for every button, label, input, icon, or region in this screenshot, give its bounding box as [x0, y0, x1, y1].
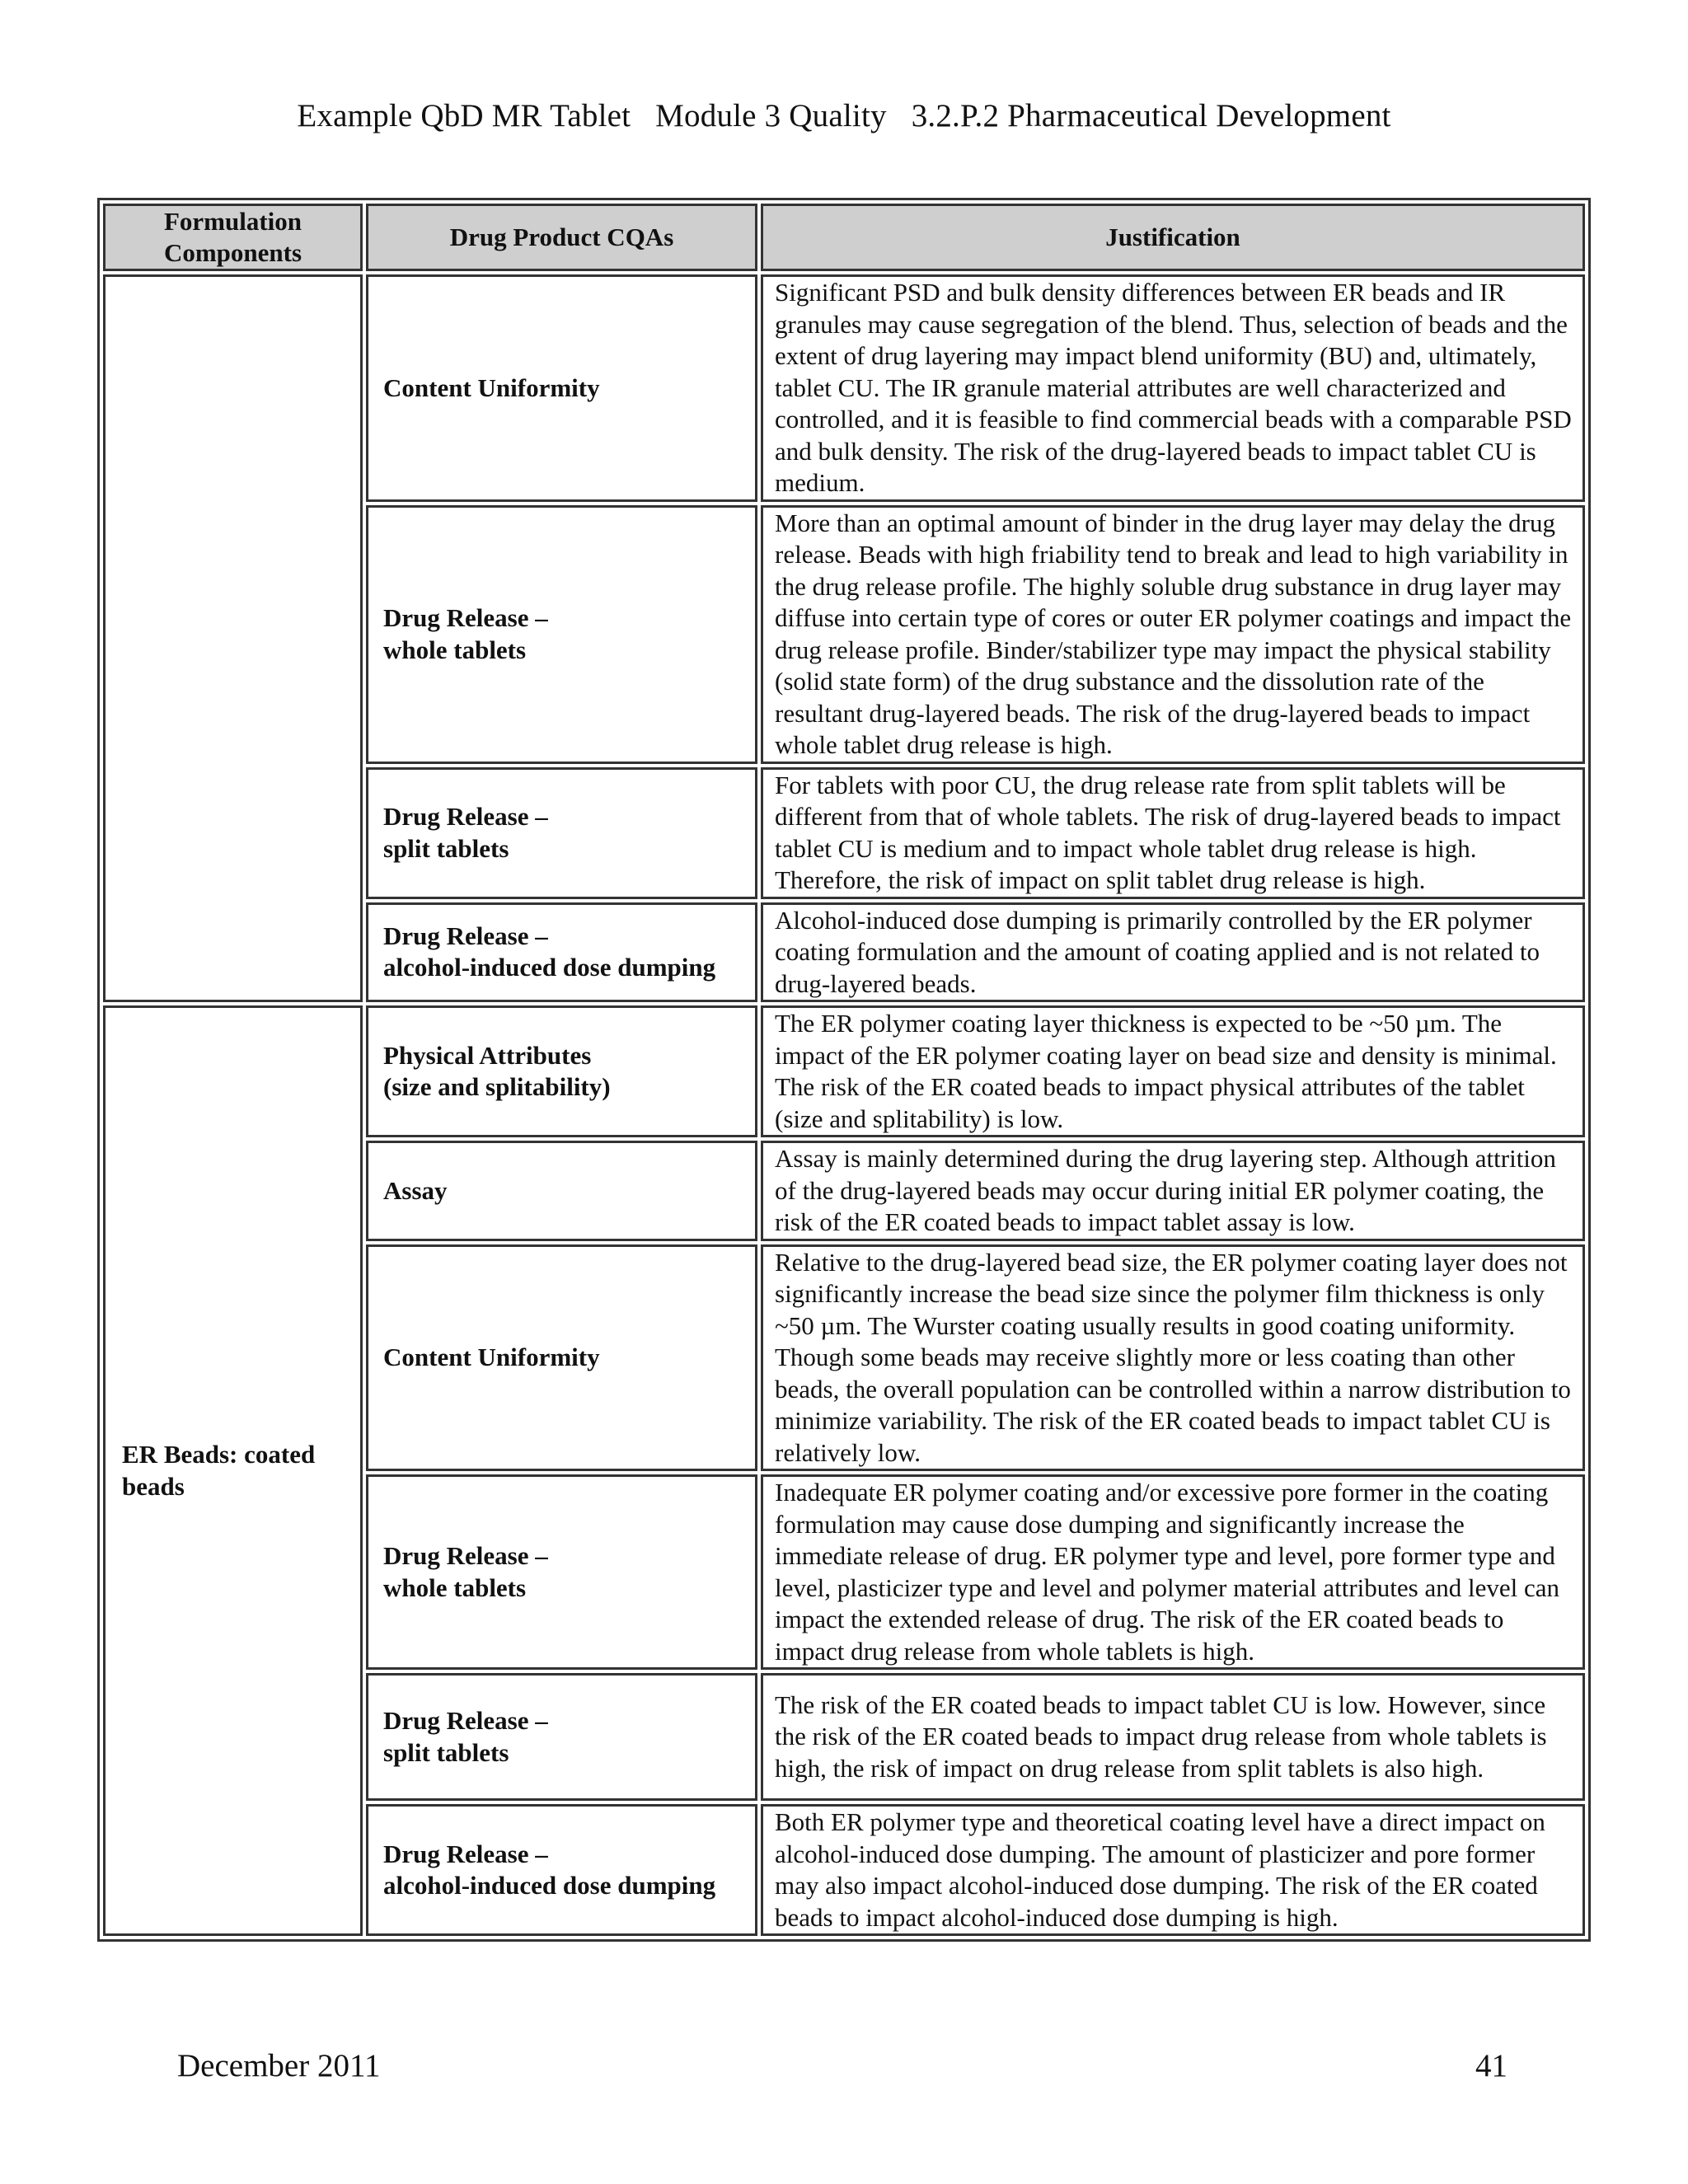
cqa-cell [366, 767, 757, 899]
cqa-line1: Physical Attributes [383, 1040, 592, 1070]
cqa-cell [366, 1804, 757, 1936]
cqa-cell [366, 902, 757, 1003]
cqa-line1: Drug Release – [383, 921, 548, 950]
page-header [0, 97, 1688, 134]
justification-cell: Alcohol-induced dose dumping is primarily controlled by the ER polymer coating formulation and the amount of coating applied and is not related to drug-layered beads. [761, 902, 1585, 1003]
cqa-line1: Content Uniformity [383, 373, 600, 402]
header-drug-product-cqas: Drug Product CQAs [366, 204, 757, 271]
justification-cell: Both ER polymer type and theoretical coating level have a direct impact on alcohol-induced dose dumping. The amount of plasticizer and pore former may also impact alcohol-induced dose dumping. The risk of the ER coated beads to impact alcohol-induced dose dumping is high. [761, 1804, 1585, 1936]
justification-cell: Assay is mainly determined during the drug layering step. Although attrition of the drug-layered beads may occur during initial ER polymer coating, the risk of the ER coated beads to impact tablet assay is low. [761, 1141, 1585, 1241]
cqa-risk-table-container [97, 198, 1589, 1942]
cqa-line2: whole tablets [383, 1572, 527, 1602]
cqa-line2: split tablets [383, 1737, 509, 1767]
component-line2: beads [122, 1471, 185, 1501]
justification-cell: Relative to the drug-layered bead size, the ER polymer coating layer does not significantly increase the bead size since the polymer film thickness is only ~50 µm. The Wurster coating usually results in good coating uniformity. Though some beads may receive slightly more or less coating than other beads, the overall population can be controlled within a narrow distribution to minimize variability. The risk of the ER coated beads to impact tablet CU is relatively low. [761, 1244, 1585, 1472]
header-formulation-components [103, 204, 363, 271]
justification-cell: The ER polymer coating layer thickness is expected to be ~50 µm. The impact of the ER polymer coating layer on bead size and density is minimal. The risk of the ER coated beads to impact physical attributes of the tablet (size and splitability) is low. [761, 1005, 1585, 1137]
header-module: Module 3 Quality [655, 98, 887, 134]
component-cell [103, 274, 363, 1002]
table-header-row [103, 204, 1585, 271]
cqa-risk-table [97, 198, 1591, 1942]
footer-date: December 2011 [177, 2048, 381, 2083]
justification-cell: Significant PSD and bulk density differences between ER beads and IR granules may cause segregation of the blend. Thus, selection of beads and the extent of drug layering may impact blend uniformity (BU) and, ultimately, tablet CU. The IR granule material attributes are well characterized and controlled, and it is feasible to find commercial beads with a comparable PSD and bulk density. The risk of the drug-layered beads to impact tablet CU is medium. [761, 274, 1585, 502]
cqa-line2: alcohol-induced dose dumping [383, 1871, 716, 1900]
table-row [103, 274, 1585, 502]
justification-cell: More than an optimal amount of binder in the drug layer may delay the drug release. Beads with high friability tend to break and lead to high variability in the drug release profile. The highly soluble drug substance in drug layer may diffuse into certain type of cores or outer ER polymer coatings and impact the drug release profile. Binder/stabilizer type may impact the physical stability (solid state form) of the drug substance and the dissolution rate of the resultant drug-layered beads. The risk of the drug-layered beads to impact whole tablet drug release is high. [761, 505, 1585, 764]
cqa-cell [366, 1141, 757, 1241]
header-section: 3.2.P.2 Pharmaceutical Development [911, 98, 1391, 134]
header-col1-line2: Components [163, 238, 302, 267]
cqa-cell [366, 1673, 757, 1801]
justification-cell: The risk of the ER coated beads to impact tablet CU is low. However, since the risk of the ER coated beads to impact drug release from whole tablets is high, the risk of impact on drug release from split tablets is also high. [761, 1673, 1585, 1801]
justification-cell: For tablets with poor CU, the drug release rate from split tablets will be different from that of whole tablets. The risk of drug-layered beads to impact tablet CU is medium and to impact whole tablet drug release is high. Therefore, the risk of impact on split tablet drug release is high. [761, 767, 1585, 899]
cqa-cell [366, 1474, 757, 1670]
cqa-line1: Content Uniformity [383, 1343, 600, 1371]
header-justification: Justification [761, 204, 1585, 271]
cqa-line1: Drug Release – [383, 603, 548, 632]
cqa-line1: Assay [383, 1175, 448, 1205]
component-cell-er-beads [103, 1005, 363, 1936]
header-col1-line1: Formulation [163, 207, 302, 236]
cqa-cell [366, 505, 757, 764]
cqa-line1: Drug Release – [383, 1706, 548, 1735]
cqa-line2: alcohol-induced dose dumping [383, 953, 716, 982]
table-row [103, 1005, 1585, 1137]
cqa-line2: (size and splitability) [383, 1072, 611, 1101]
cqa-line1: Drug Release – [383, 802, 548, 831]
header-doc-title: Example QbD MR Tablet [297, 98, 631, 134]
justification-cell: Inadequate ER polymer coating and/or excessive pore former in the coating formulation may cause dose dumping and significantly increase the immediate release of drug. ER polymer type and level, pore former type and level, plasticizer type and level and polymer material attributes and level can impact the extended release of drug. The risk of the ER coated beads to impact drug release from whole tablets is high. [761, 1474, 1585, 1670]
cqa-line1: Drug Release – [383, 1839, 548, 1868]
cqa-line1: Drug Release – [383, 1541, 548, 1570]
cqa-line2: whole tablets [383, 635, 527, 664]
footer-page-number: 41 [1475, 2048, 1507, 2083]
cqa-cell [366, 1005, 757, 1137]
cqa-line2: split tablets [383, 833, 509, 863]
component-line1: ER Beads: coated [122, 1440, 316, 1469]
cqa-cell [366, 1244, 757, 1472]
cqa-cell [366, 274, 757, 502]
